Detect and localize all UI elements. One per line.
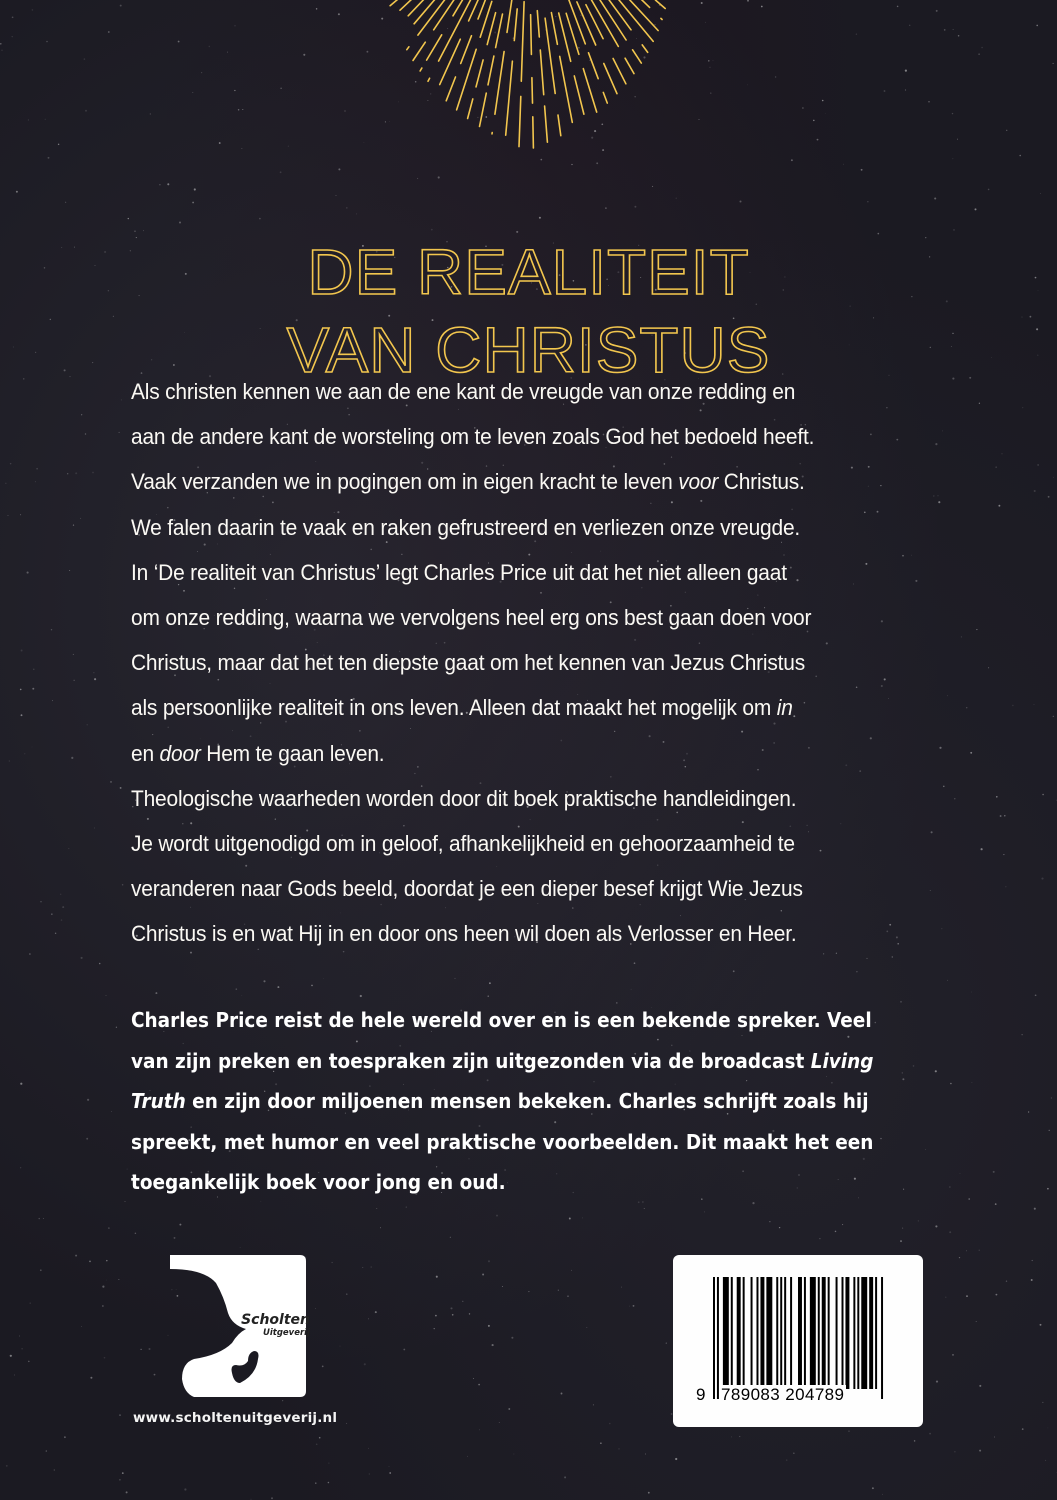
- book-title: [0, 233, 1057, 389]
- description-line: en door Hem te gaan leven.: [131, 740, 385, 766]
- description-line: Theologische waarheden worden door dit boek praktische handleidingen.: [131, 785, 797, 811]
- emphasis: Living: [810, 1048, 874, 1073]
- publisher-name: Scholten: [241, 1312, 310, 1328]
- publisher-url-link[interactable]: www.scholtenuitgeverij.nl: [133, 1410, 338, 1426]
- barcode-icon: [713, 1277, 885, 1399]
- emphasis: in: [776, 695, 793, 721]
- publisher-sub: Uitgeverij: [262, 1328, 310, 1338]
- emphasis: Truth: [131, 1089, 186, 1113]
- description-line: Als christen kennen we aan de ene kant de vreugde van onze redding en: [131, 379, 796, 404]
- description-line: als persoonlijke realiteit in ons leven. Alleen dat maakt het mogelijk om in: [131, 695, 793, 721]
- description-line: In ‘De realiteit van Christus’ legt Charles Price uit dat het niet alleen gaat: [131, 559, 787, 585]
- bio-line: Charles Price reist de hele wereld over en is een bekende spreker. Veel: [131, 1008, 872, 1032]
- bio-line: van zijn preken en toespraken zijn uitgezonden via de broadcast Living: [131, 1048, 874, 1073]
- emphasis: voor: [678, 469, 719, 495]
- isbn-first-digit: 9: [696, 1385, 706, 1404]
- book-description: [131, 369, 875, 957]
- sunburst-rays-icon: [0, 0, 1057, 170]
- title-line-2: VAN CHRISTUS: [286, 313, 771, 386]
- description-line: aan de andere kant de worsteling om te leven zoals God het bedoeld heeft.: [131, 424, 815, 450]
- bio-line: spreekt, met humor en veel praktische voorbeelden. Dit maakt het een: [131, 1129, 874, 1154]
- publisher-logo-text: [230, 1312, 310, 1339]
- barcode-label: [673, 1255, 923, 1427]
- description-line: veranderen naar Gods beeld, doordat je een dieper besef krijgt Wie Jezus: [131, 876, 803, 902]
- description-line: om onze redding, waarna we vervolgens heel erg ons best gaan doen voor: [131, 605, 812, 631]
- description-line: We falen daarin te vaak en raken gefrustreerd en verliezen onze vreugde.: [131, 514, 801, 540]
- description-line: Vaak verzanden we in pogingen om in eigen kracht te leven voor Christus.: [131, 469, 805, 495]
- bio-line: Truth en zijn door miljoenen mensen bekeken. Charles schrijft zoals hij: [131, 1089, 869, 1113]
- isbn-digits: 789083 204789: [721, 1385, 845, 1404]
- description-line: Je wordt uitgenodigd om in geloof, afhankelijkheid en gehoorzaamheid te: [131, 831, 795, 857]
- author-bio: [131, 1000, 874, 1203]
- title-line-1: DE REALITEIT: [307, 235, 750, 308]
- description-line: Christus, maar dat het ten diepste gaat om het kennen van Jezus Christus: [131, 650, 806, 676]
- emphasis: door: [159, 740, 201, 766]
- bio-line: toegankelijk boek voor jong en oud.: [131, 1170, 506, 1194]
- description-line: Christus is en wat Hij in en door ons heen wil doen als Verlosser en Heer.: [131, 921, 797, 947]
